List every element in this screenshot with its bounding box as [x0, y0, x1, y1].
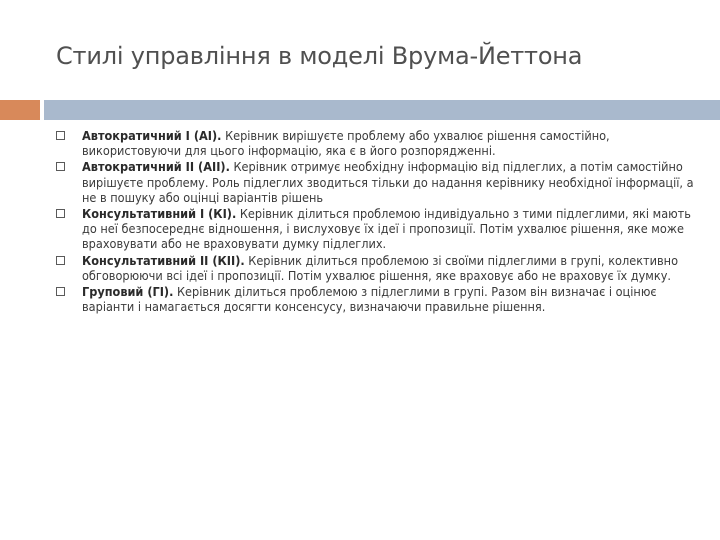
list-item-term: Автократичний І (АІ). — [82, 128, 222, 143]
list-item-term: Консультативний І (КІ). — [82, 206, 237, 222]
list-item-term: Консультативний ІІ (КІІ). — [82, 252, 245, 268]
list-item — [56, 253, 696, 283]
list-item-text — [82, 284, 696, 314]
list-item-text — [82, 128, 696, 158]
list-item-text — [82, 253, 696, 283]
list-item-term: Груповий (ГІ). — [82, 284, 174, 300]
list-item — [56, 206, 696, 252]
accent-bar-orange — [0, 100, 40, 120]
list-item — [56, 159, 696, 205]
square-bullet-icon — [56, 287, 65, 296]
slide-title: Стилі управління в моделі Врума-Йеттона — [56, 42, 583, 70]
square-bullet-icon — [56, 256, 65, 265]
square-bullet-icon — [56, 209, 65, 218]
list-item-term: Автократичний ІІ (АІІ). — [82, 159, 230, 175]
style-list — [56, 128, 696, 315]
list-item — [56, 284, 696, 314]
list-item-description: Керівник ділиться проблемою індивідуально з тими підлеглими, які мають до неї безпосереднє відношення, і вислуховує їх ідеї і пропозиції. Потім ухвалює рішення, яке може враховувати або не враховувати думку підлеглих. — [82, 206, 691, 252]
accent-bar-blue — [44, 100, 720, 120]
list-item-description: Керівник вирішуєте проблему або ухвалює рішення самостійно, використовуючи для цього інформацію, яка є в його розпорядженні. — [82, 128, 610, 159]
list-item-description: Керівник отримує необхідну інформацію від підлеглих, а потім самостійно вирішуєте проблему. Роль підлеглих зводиться тільки до надання керівнику необхідної інформації, а не в пошуку або оцінці варіантів рішень — [82, 159, 694, 205]
list-item — [56, 128, 696, 158]
square-bullet-icon — [56, 162, 65, 171]
square-bullet-icon — [56, 131, 65, 140]
list-item-description: Керівник ділиться проблемою зі своїми підлеглими в групі, колективно обговорюючи всі ідеї і пропозиції. Потім ухвалює рішення, яке враховує або не враховує їх думку. — [82, 252, 679, 283]
list-item-text — [82, 206, 696, 252]
list-item-text — [82, 159, 696, 205]
list-item-description: Керівник ділиться проблемою з підлеглими в групі. Разом він визначає і оцінює варіанти і намагається досягти консенсусу, визначаючи правильне рішення. — [82, 284, 657, 315]
